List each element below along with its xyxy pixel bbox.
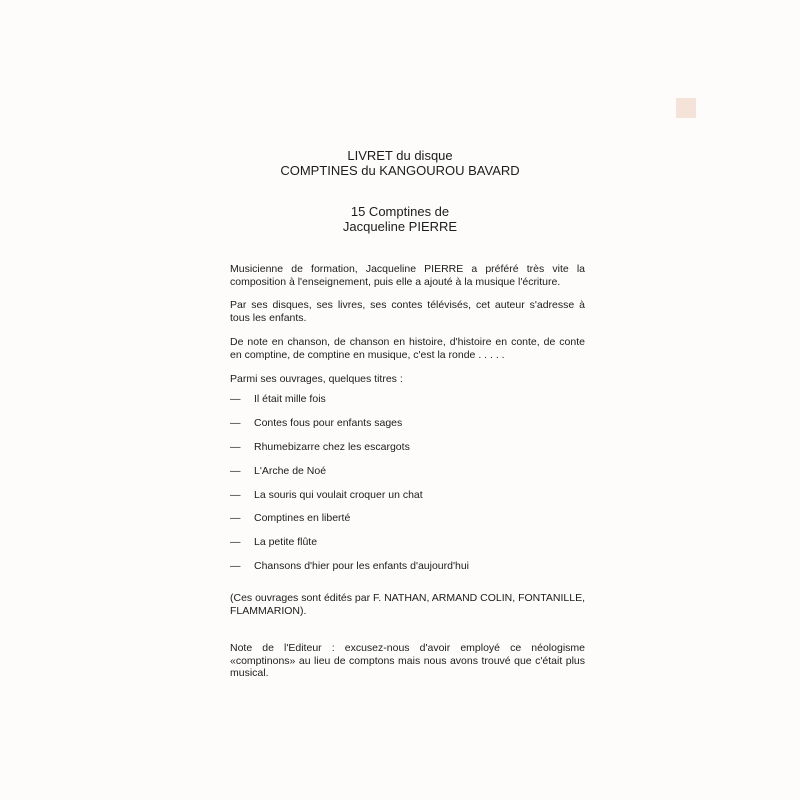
list-item-title: Rhumebizarre chez les escargots <box>254 441 410 453</box>
title-line-1: LIVRET du disque <box>347 148 453 163</box>
editor-note: Note de l'Editeur : excusez-nous d'avoir employé ce néologisme «comptinons» au lieu de comptons mais nous avons trouvé que c'était plus musical. <box>230 642 585 679</box>
list-dash: — <box>230 560 241 572</box>
list-dash: — <box>230 489 241 501</box>
list-dash: — <box>230 465 241 477</box>
list-item-title: La souris qui voulait croquer un chat <box>254 489 423 501</box>
booklet-title <box>200 148 600 178</box>
paragraph-works-intro: Parmi ses ouvrages, quelques titres : <box>230 373 403 385</box>
booklet-subtitle <box>200 204 600 234</box>
list-dash: — <box>230 393 241 405</box>
list-dash: — <box>230 536 241 548</box>
list-item-title: La petite flûte <box>254 536 318 548</box>
list-item-title: Chansons d'hier pour les enfants d'aujourd'hui <box>254 560 469 572</box>
subtitle-line-1: 15 Comptines de <box>350 204 450 219</box>
list-item-title: Comptines en liberté <box>254 512 351 524</box>
list-item-title: L'Arche de Noé <box>254 465 327 477</box>
paper-stain-mark <box>676 98 696 118</box>
title-line-2: COMPTINES du KANGOUROU BAVARD <box>280 163 520 178</box>
paragraph-ronde: De note en chanson, de chanson en histoire, d'histoire en conte, de conte en comptine, de comptine en musique, c'est la ronde . . . . . <box>230 336 585 361</box>
list-item-title: Il était mille fois <box>254 393 326 405</box>
list-dash: — <box>230 512 241 524</box>
subtitle-line-2: Jacqueline PIERRE <box>342 219 458 234</box>
publishers-note: (Ces ouvrages sont édités par F. NATHAN, ARMAND COLIN, FONTANILLE, FLAMMARION). <box>230 592 585 617</box>
paragraph-audience: Par ses disques, ses livres, ses contes télévisés, cet auteur s'adresse à tous les enfants. <box>230 299 585 324</box>
list-dash: — <box>230 417 241 429</box>
list-dash: — <box>230 441 241 453</box>
paragraph-biography: Musicienne de formation, Jacqueline PIERRE a préféré très vite la composition à l'enseignement, puis elle a ajouté à la musique l'écriture. <box>230 263 585 288</box>
list-item-title: Contes fous pour enfants sages <box>254 417 403 429</box>
